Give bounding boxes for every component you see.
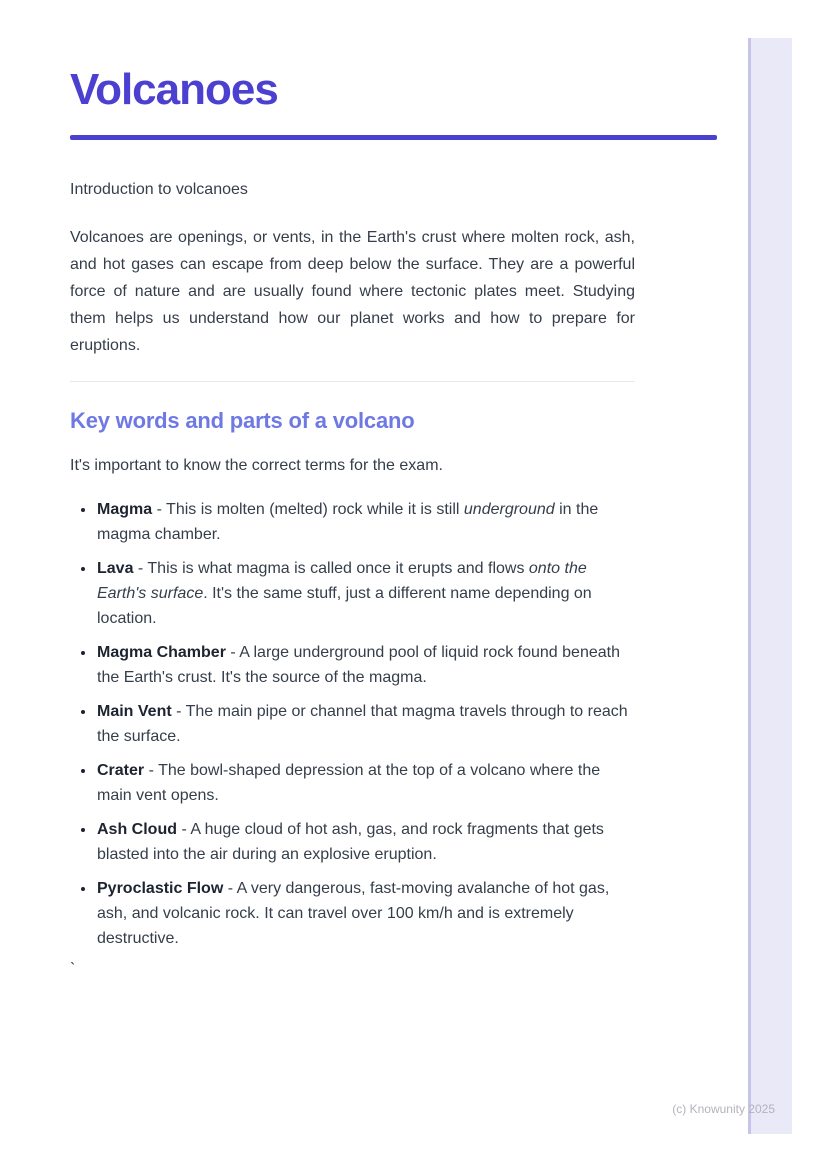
document-content bbox=[70, 0, 635, 979]
copyright-footer: (c) Knowunity 2025 bbox=[672, 1102, 775, 1116]
intro-paragraph: Volcanoes are openings, or vents, in the Earth's crust where molten rock, ash, and hot gases can escape from deep below the surface. They are a powerful force of nature and are usually found where tectonic plates meet. Studying them helps us understand how our planet works and how to prepare for eruptions. bbox=[70, 229, 635, 354]
section-heading: Key words and parts of a volcano bbox=[70, 408, 415, 433]
bullet-text: . It's the same stuff, just a different name depending on location. bbox=[97, 585, 592, 627]
bullet-text: in the magma chamber. bbox=[97, 501, 599, 543]
bullet-term: Pyroclastic Flow bbox=[97, 880, 224, 897]
bullet-text: - A large underground pool of liquid rock found beneath the Earth's crust. It's the source of the magma. bbox=[97, 644, 620, 686]
list-item bbox=[96, 640, 635, 690]
bullet-term: Magma bbox=[97, 501, 153, 518]
section-lead: It's important to know the correct terms for the exam. bbox=[70, 457, 443, 474]
keyword-list bbox=[70, 497, 635, 951]
bullet-text: - This is molten (melted) rock while it is still bbox=[152, 501, 464, 518]
bullet-text: - This is what magma is called once it erupts and flows bbox=[133, 560, 529, 577]
list-item bbox=[96, 497, 635, 547]
page-title: Volcanoes bbox=[70, 65, 278, 114]
list-item bbox=[96, 876, 635, 951]
stray-character: ` bbox=[70, 961, 76, 978]
bullet-text: - The main pipe or channel that magma travels through to reach the surface. bbox=[97, 703, 628, 745]
section-divider bbox=[70, 381, 635, 382]
list-item bbox=[96, 817, 635, 867]
bullet-term: Main Vent bbox=[97, 703, 172, 720]
bullet-text: - A very dangerous, fast-moving avalanche of hot gas, ash, and volcanic rock. It can travel over 100 km/h and is extremely destructive. bbox=[97, 880, 610, 947]
bullet-text-italic: onto the Earth's surface bbox=[97, 560, 587, 602]
bullet-text: - A huge cloud of hot ash, gas, and rock fragments that gets blasted into the air during an explosive eruption. bbox=[97, 821, 604, 863]
bullet-term: Ash Cloud bbox=[97, 821, 177, 838]
bullet-term: Crater bbox=[97, 762, 145, 779]
page-edge-stripe bbox=[748, 38, 792, 1134]
bullet-text-italic: underground bbox=[463, 501, 555, 518]
intro-label: Introduction to volcanoes bbox=[70, 181, 248, 198]
list-item bbox=[96, 758, 635, 808]
list-item bbox=[96, 556, 635, 631]
list-item bbox=[96, 699, 635, 749]
bullet-term: Lava bbox=[97, 560, 134, 577]
bullet-text: - The bowl-shaped depression at the top of a volcano where the main vent opens. bbox=[97, 762, 601, 804]
title-underline-rule bbox=[70, 135, 717, 140]
bullet-term: Magma Chamber bbox=[97, 644, 226, 661]
